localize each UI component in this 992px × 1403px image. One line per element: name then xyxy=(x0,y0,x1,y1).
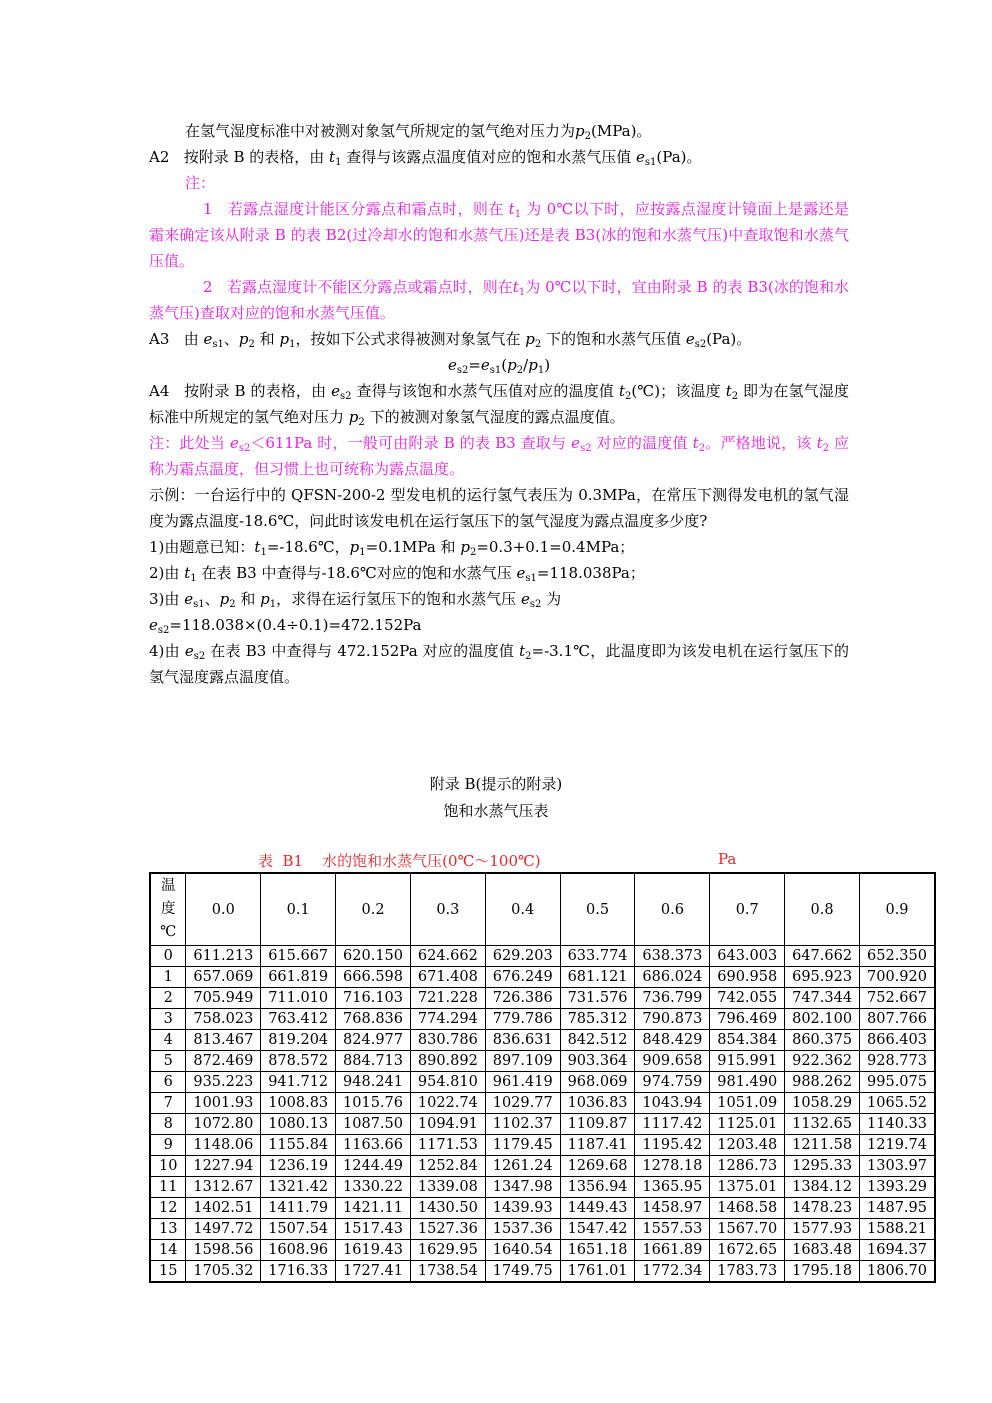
table-row xyxy=(150,1135,935,1156)
pressure-cell: 633.774 xyxy=(560,946,635,967)
row-temperature: 0 xyxy=(150,946,186,967)
note-label: 注： xyxy=(185,174,216,192)
pressure-cell: 1303.97 xyxy=(860,1156,936,1177)
pressure-cell: 1683.48 xyxy=(785,1240,860,1261)
table-unit: Pa xyxy=(718,850,737,868)
pressure-cell: 1252.84 xyxy=(410,1156,485,1177)
pressure-cell: 1393.29 xyxy=(860,1177,936,1198)
pressure-cell: 1761.01 xyxy=(560,1261,635,1283)
appendix-subtitle: 饱和水蒸气压表 xyxy=(443,802,549,820)
pressure-cell: 988.262 xyxy=(785,1072,860,1093)
pressure-cell: 796.469 xyxy=(710,1009,785,1030)
pressure-cell: 690.958 xyxy=(710,967,785,988)
pressure-cell: 1072.80 xyxy=(186,1114,261,1135)
pressure-cell: 922.362 xyxy=(785,1051,860,1072)
pressure-cell: 1411.79 xyxy=(261,1198,336,1219)
pressure-cell: 842.512 xyxy=(560,1030,635,1051)
pressure-cell: 716.103 xyxy=(336,988,411,1009)
pressure-cell: 742.055 xyxy=(710,988,785,1009)
pressure-cell: 1629.95 xyxy=(410,1240,485,1261)
pressure-cell: 1547.42 xyxy=(560,1219,635,1240)
pressure-cell: 657.069 xyxy=(186,967,261,988)
pressure-cell: 1608.96 xyxy=(261,1240,336,1261)
pressure-cell: 1783.73 xyxy=(710,1261,785,1283)
pressure-cell: 1402.51 xyxy=(186,1198,261,1219)
table-row xyxy=(150,1198,935,1219)
pressure-cell: 968.069 xyxy=(560,1072,635,1093)
pressure-cell: 1065.52 xyxy=(860,1093,936,1114)
pressure-cell: 1705.32 xyxy=(186,1261,261,1283)
pressure-cell: 1171.53 xyxy=(410,1135,485,1156)
pressure-cell: 1716.33 xyxy=(261,1261,336,1283)
row-temperature: 15 xyxy=(150,1261,186,1283)
pressure-cell: 813.467 xyxy=(186,1030,261,1051)
table-row xyxy=(150,1009,935,1030)
pressure-cell: 1148.06 xyxy=(186,1135,261,1156)
pressure-cell: 1195.42 xyxy=(635,1135,710,1156)
header-col: 0.9 xyxy=(860,873,936,946)
pressure-cell: 1458.97 xyxy=(635,1198,710,1219)
header-col: 0.3 xyxy=(410,873,485,946)
pressure-cell: 624.662 xyxy=(410,946,485,967)
pressure-cell: 802.100 xyxy=(785,1009,860,1030)
pressure-cell: 638.373 xyxy=(635,946,710,967)
pressure-cell: 1286.73 xyxy=(710,1156,785,1177)
pressure-cell: 666.598 xyxy=(336,967,411,988)
example-step-3: 3)由 $e_{s1}$、$p_2$ 和 $p_1$，求得在运行氢压下的饱和水蒸气压 $e_{s2}$ 为 xyxy=(149,590,562,610)
row-temperature: 8 xyxy=(150,1114,186,1135)
table-row xyxy=(150,1177,935,1198)
pressure-cell: 1109.87 xyxy=(560,1114,635,1135)
paragraph-a4: A4 按附录 B 的表格，由 $e_{s2}$ 查得与该饱和水蒸气压值对应的温度值 $t_2(℃)$；该温度 $t_2$ 即为在氢气湿度标准中所规定的氢气绝对压力 $p_2$ 下的被测对象氢气湿度的露点温度值。 xyxy=(149,382,849,428)
pressure-cell: 897.109 xyxy=(485,1051,560,1072)
pressure-cell: 1347.98 xyxy=(485,1177,560,1198)
pressure-cell: 928.773 xyxy=(860,1051,936,1072)
pressure-cell: 661.819 xyxy=(261,967,336,988)
pressure-cell: 1738.54 xyxy=(410,1261,485,1283)
note-1: 1 若露点湿度计能区分露点和霜点时，则在 $t_1$ 为 0℃以下时，应按露点湿度计镜面上是露还是霜来确定该从附录 B 的表 B2(过冷却水的饱和水蒸气压)还是表 B3(冰的饱和水蒸气压)中查取饱和水蒸气压值。 xyxy=(149,200,849,270)
example-step-3-calc: $e_{s2}=118.038\times(0.4\div 0.1)=472.152Pa$ xyxy=(149,616,422,636)
header-col: 0.0 xyxy=(186,873,261,946)
pressure-cell: 1468.58 xyxy=(710,1198,785,1219)
pressure-cell: 909.658 xyxy=(635,1051,710,1072)
pressure-cell: 1517.43 xyxy=(336,1219,411,1240)
pressure-cell: 995.075 xyxy=(860,1072,936,1093)
pressure-cell: 1080.13 xyxy=(261,1114,336,1135)
pressure-cell: 1365.95 xyxy=(635,1177,710,1198)
pressure-cell: 819.204 xyxy=(261,1030,336,1051)
row-temperature: 9 xyxy=(150,1135,186,1156)
pressure-cell: 785.312 xyxy=(560,1009,635,1030)
row-temperature: 12 xyxy=(150,1198,186,1219)
pressure-cell: 1140.33 xyxy=(860,1114,936,1135)
pressure-cell: 1043.94 xyxy=(635,1093,710,1114)
pressure-cell: 1278.18 xyxy=(635,1156,710,1177)
pressure-cell: 1227.94 xyxy=(186,1156,261,1177)
pressure-cell: 647.662 xyxy=(785,946,860,967)
pressure-cell: 790.873 xyxy=(635,1009,710,1030)
table-body xyxy=(150,946,935,1283)
pressure-cell: 1087.50 xyxy=(336,1114,411,1135)
table-row xyxy=(150,1261,935,1283)
pressure-cell: 736.799 xyxy=(635,988,710,1009)
appendix-title: 附录 B(提示的附录) xyxy=(429,775,563,793)
pressure-cell: 681.121 xyxy=(560,967,635,988)
pressure-cell: 1375.01 xyxy=(710,1177,785,1198)
pressure-cell: 1015.76 xyxy=(336,1093,411,1114)
pressure-cell: 747.344 xyxy=(785,988,860,1009)
example-step-1: 1)由题意已知：$t_1=-18.6℃$，$p_1=0.1MPa$ 和 $p_2=0.3+0.1=0.4MPa$； xyxy=(149,538,635,558)
table-row xyxy=(150,1156,935,1177)
pressure-cell: 1094.91 xyxy=(410,1114,485,1135)
pressure-cell: 620.150 xyxy=(336,946,411,967)
pressure-cell: 1430.50 xyxy=(410,1198,485,1219)
pressure-cell: 1236.19 xyxy=(261,1156,336,1177)
pressure-cell: 731.576 xyxy=(560,988,635,1009)
table-row xyxy=(150,1240,935,1261)
formula-es2: $e_{s2}=e_{s1}(p_2/p_1)$ xyxy=(447,356,551,376)
pressure-cell: 1058.29 xyxy=(785,1093,860,1114)
table-row xyxy=(150,1051,935,1072)
paragraph-a3: A3 由 $e_{s1}$、$p_2$ 和 $p_1$，按如下公式求得被测对象氢气在 $p_2$ 下的饱和水蒸气压值 $e_{s2}(Pa)$。 xyxy=(149,330,752,350)
pressure-cell: 629.203 xyxy=(485,946,560,967)
table-row xyxy=(150,1219,935,1240)
pressure-cell: 948.241 xyxy=(336,1072,411,1093)
pressure-cell: 652.350 xyxy=(860,946,936,967)
pressure-cell: 763.412 xyxy=(261,1009,336,1030)
example-step-2: 2)由 $t_1$ 在表 B3 中查得与-18.6℃对应的饱和水蒸气压 $e_{s1}=118.038Pa$； xyxy=(149,564,645,584)
row-temperature: 14 xyxy=(150,1240,186,1261)
pressure-cell: 854.384 xyxy=(710,1030,785,1051)
pressure-cell: 1356.94 xyxy=(560,1177,635,1198)
pressure-cell: 1588.21 xyxy=(860,1219,936,1240)
row-temperature: 6 xyxy=(150,1072,186,1093)
example-step-4: 4)由 $e_{s2}$ 在表 B3 中查得与 472.152Pa 对应的温度值 $t_2=-3.1℃$，此温度即为该发电机在运行氢压下的氢气湿度露点温度值。 xyxy=(149,642,849,686)
pressure-cell: 1497.72 xyxy=(186,1219,261,1240)
pressure-cell: 1727.41 xyxy=(336,1261,411,1283)
pressure-cell: 890.892 xyxy=(410,1051,485,1072)
pressure-cell: 1295.33 xyxy=(785,1156,860,1177)
table-row xyxy=(150,1114,935,1135)
pressure-cell: 774.294 xyxy=(410,1009,485,1030)
pressure-cell: 884.713 xyxy=(336,1051,411,1072)
pressure-cell: 1672.65 xyxy=(710,1240,785,1261)
pressure-cell: 1651.18 xyxy=(560,1240,635,1261)
document-body xyxy=(149,118,849,690)
pressure-cell: 1527.36 xyxy=(410,1219,485,1240)
pressure-cell: 935.223 xyxy=(186,1072,261,1093)
pressure-cell: 872.469 xyxy=(186,1051,261,1072)
pressure-cell: 676.249 xyxy=(485,967,560,988)
pressure-cell: 915.991 xyxy=(710,1051,785,1072)
row-temperature: 5 xyxy=(150,1051,186,1072)
pressure-cell: 981.490 xyxy=(710,1072,785,1093)
table-row xyxy=(150,1093,935,1114)
pressure-cell: 1051.09 xyxy=(710,1093,785,1114)
pressure-cell: 1772.34 xyxy=(635,1261,710,1283)
pressure-cell: 1269.68 xyxy=(560,1156,635,1177)
pressure-cell: 1036.83 xyxy=(560,1093,635,1114)
pressure-cell: 1125.01 xyxy=(710,1114,785,1135)
pressure-cell: 1439.93 xyxy=(485,1198,560,1219)
table-header-row xyxy=(150,873,935,946)
pressure-cell: 1795.18 xyxy=(785,1261,860,1283)
pressure-cell: 1330.22 xyxy=(336,1177,411,1198)
pressure-cell: 1029.77 xyxy=(485,1093,560,1114)
pressure-cell: 1219.74 xyxy=(860,1135,936,1156)
header-col: 0.6 xyxy=(635,873,710,946)
pressure-cell: 1312.67 xyxy=(186,1177,261,1198)
paragraph-a2: A2 按附录 B 的表格，由 $t_1$ 查得与该露点温度值对应的饱和水蒸气压值 $e_{s1}(Pa)$。 xyxy=(149,148,702,168)
pressure-cell: 1749.75 xyxy=(485,1261,560,1283)
pressure-cell: 1163.66 xyxy=(336,1135,411,1156)
row-temperature: 10 xyxy=(150,1156,186,1177)
pressure-cell: 1211.58 xyxy=(785,1135,860,1156)
pressure-cell: 1339.08 xyxy=(410,1177,485,1198)
pressure-cell: 1132.65 xyxy=(785,1114,860,1135)
pressure-cell: 878.572 xyxy=(261,1051,336,1072)
pressure-cell: 1557.53 xyxy=(635,1219,710,1240)
table-row xyxy=(150,1072,935,1093)
pressure-cell: 1187.41 xyxy=(560,1135,635,1156)
pressure-cell: 866.403 xyxy=(860,1030,936,1051)
pressure-cell: 643.003 xyxy=(710,946,785,967)
table-row xyxy=(150,1030,935,1051)
pressure-cell: 779.786 xyxy=(485,1009,560,1030)
pressure-cell: 752.667 xyxy=(860,988,936,1009)
row-temperature: 4 xyxy=(150,1030,186,1051)
pressure-cell: 903.364 xyxy=(560,1051,635,1072)
row-temperature: 2 xyxy=(150,988,186,1009)
pressure-cell: 1806.70 xyxy=(860,1261,936,1283)
pressure-cell: 1117.42 xyxy=(635,1114,710,1135)
pressure-cell: 1694.37 xyxy=(860,1240,936,1261)
pressure-cell: 824.977 xyxy=(336,1030,411,1051)
pressure-cell: 961.419 xyxy=(485,1072,560,1093)
pressure-cell: 1261.24 xyxy=(485,1156,560,1177)
pressure-cell: 686.024 xyxy=(635,967,710,988)
pressure-cell: 695.923 xyxy=(785,967,860,988)
pressure-cell: 1507.54 xyxy=(261,1219,336,1240)
header-col: 0.2 xyxy=(336,873,411,946)
table-row xyxy=(150,967,935,988)
row-temperature: 3 xyxy=(150,1009,186,1030)
pressure-cell: 1577.93 xyxy=(785,1219,860,1240)
pressure-cell: 671.408 xyxy=(410,967,485,988)
pressure-cell: 1487.95 xyxy=(860,1198,936,1219)
pressure-cell: 1661.89 xyxy=(635,1240,710,1261)
pressure-cell: 758.023 xyxy=(186,1009,261,1030)
pressure-cell: 974.759 xyxy=(635,1072,710,1093)
row-temperature: 1 xyxy=(150,967,186,988)
pressure-cell: 830.786 xyxy=(410,1030,485,1051)
pressure-cell: 1203.48 xyxy=(710,1135,785,1156)
pressure-cell: 700.920 xyxy=(860,967,936,988)
pressure-cell: 1001.93 xyxy=(186,1093,261,1114)
pressure-cell: 1449.43 xyxy=(560,1198,635,1219)
pressure-cell: 1321.42 xyxy=(261,1177,336,1198)
header-temperature: 温 度 ℃ xyxy=(150,873,186,946)
table-row xyxy=(150,946,935,967)
pressure-cell: 807.766 xyxy=(860,1009,936,1030)
note-2: 2 若露点湿度计不能区分露点或霜点时，则在$t_1$为 0℃以下时，宜由附录 B 的表 B3(冰的饱和水蒸气压)查取对应的饱和水蒸气压值。 xyxy=(149,278,849,322)
table-caption: 表 B1 水的饱和水蒸气压(0℃～100℃) xyxy=(258,852,541,870)
pressure-cell: 860.375 xyxy=(785,1030,860,1051)
pressure-cell: 848.429 xyxy=(635,1030,710,1051)
pressure-cell: 1537.36 xyxy=(485,1219,560,1240)
pressure-cell: 1640.54 xyxy=(485,1240,560,1261)
pressure-cell: 1598.56 xyxy=(186,1240,261,1261)
header-col: 0.7 xyxy=(710,873,785,946)
pressure-cell: 721.228 xyxy=(410,988,485,1009)
pressure-cell: 705.949 xyxy=(186,988,261,1009)
pressure-cell: 1022.74 xyxy=(410,1093,485,1114)
pressure-cell: 941.712 xyxy=(261,1072,336,1093)
pressure-cell: 1384.12 xyxy=(785,1177,860,1198)
note-3: 注：此处当 $e_{s2}<611Pa$ 时，一般可由附录 B 的表 B3 查取与 $e_{s2}$ 对应的温度值 $t_2$。严格地说，该 $t_2$ 应称为霜点温度，但习惯上也可统称为露点温度。 xyxy=(149,434,849,478)
pressure-cell: 615.667 xyxy=(261,946,336,967)
row-temperature: 7 xyxy=(150,1093,186,1114)
pressure-cell: 1567.70 xyxy=(710,1219,785,1240)
pressure-cell: 1155.84 xyxy=(261,1135,336,1156)
pressure-cell: 1179.45 xyxy=(485,1135,560,1156)
row-temperature: 13 xyxy=(150,1219,186,1240)
pressure-cell: 1102.37 xyxy=(485,1114,560,1135)
pressure-cell: 611.213 xyxy=(186,946,261,967)
header-col: 0.8 xyxy=(785,873,860,946)
header-col: 0.1 xyxy=(261,873,336,946)
paragraph-pressure-def: 在氢气湿度标准中对被测对象氢气所规定的氢气绝对压力为$p_2(MPa)$。 xyxy=(185,122,652,142)
row-temperature: 11 xyxy=(150,1177,186,1198)
pressure-cell: 711.010 xyxy=(261,988,336,1009)
table-row xyxy=(150,988,935,1009)
pressure-cell: 954.810 xyxy=(410,1072,485,1093)
pressure-cell: 1421.11 xyxy=(336,1198,411,1219)
pressure-cell: 768.836 xyxy=(336,1009,411,1030)
pressure-cell: 1244.49 xyxy=(336,1156,411,1177)
saturation-pressure-table xyxy=(149,872,936,1283)
header-col: 0.4 xyxy=(485,873,560,946)
pressure-cell: 836.631 xyxy=(485,1030,560,1051)
pressure-cell: 726.386 xyxy=(485,988,560,1009)
pressure-cell: 1619.43 xyxy=(336,1240,411,1261)
pressure-cell: 1478.23 xyxy=(785,1198,860,1219)
example-question: 示例：一台运行中的 QFSN-200-2 型发电机的运行氢气表压为 0.3MPa，在常压下测得发电机的氢气湿度为露点温度-18.6℃，问此时该发电机在运行氢压下的氢气湿度为露点温度多少度? xyxy=(149,486,849,530)
pressure-cell: 1008.83 xyxy=(261,1093,336,1114)
header-col: 0.5 xyxy=(560,873,635,946)
